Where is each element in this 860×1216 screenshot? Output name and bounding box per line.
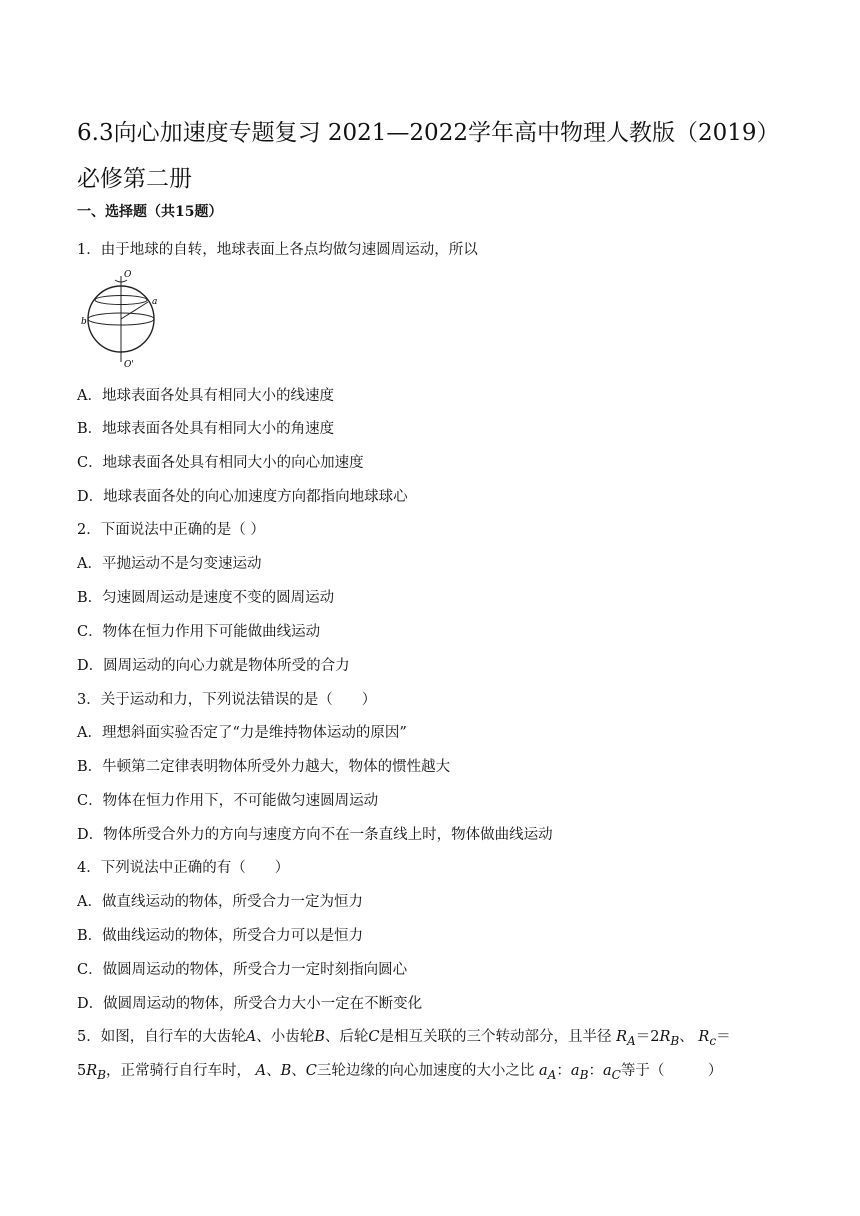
question-1-option-c: C．地球表面各处具有相同大小的向心加速度	[77, 455, 364, 471]
question-4-option-c: C．做圆周运动的物体，所受合力一定时刻指向圆心	[77, 962, 408, 978]
question-1-option-d: D．地球表面各处的向心加速度方向都指向地球球心	[77, 489, 408, 505]
question-4-option-a: A．做直线运动的物体，所受合力一定为恒力	[77, 894, 363, 910]
question-5-stem-line-2: $5R_B$，正常骑行自行车时， A、B、C三轮边缘的向心加速度的大小之比 $a_A$：$a_B$：$a_C$等于（ ）	[77, 1063, 723, 1082]
question-2-option-a: A．平抛运动不是匀变速运动	[77, 556, 262, 572]
question-2-option-d: D．圆周运动的向心力就是物体所受的合力	[77, 658, 350, 674]
question-4-option-d: D．做圆周运动的物体，所受合力大小一定在不断变化	[77, 996, 423, 1012]
question-1-option-b: B．地球表面各处具有相同大小的角速度	[77, 421, 335, 437]
question-3-option-b: B．牛顿第二定律表明物体所受外力越大，物体的惯性越大	[77, 759, 451, 775]
question-4-stem: 4．下列说法中正确的有（ ）	[77, 860, 290, 876]
question-2-option-b: B．匀速圆周运动是速度不变的圆周运动	[77, 590, 335, 606]
question-3-option-d: D．物体所受合外力的方向与速度方向不在一条直线上时，物体做曲线运动	[77, 827, 553, 843]
question-3-option-a: A．理想斜面实验否定了“力是维持物体运动的原因”	[77, 725, 407, 741]
document-title: 6.3向心加速度专题复习 2021—2022学年高中物理人教版（2019）必修第二册	[77, 120, 780, 192]
earth-rotation-figure	[80, 266, 162, 370]
figure-label-bottom: O'	[124, 360, 134, 370]
section-heading: 一、选择题（共15题）	[77, 204, 223, 220]
figure-label-top: O	[124, 270, 132, 280]
question-3-option-c: C．物体在恒力作用下，不可能做匀速圆周运动	[77, 793, 379, 809]
figure-label-left: b	[81, 317, 87, 327]
question-2-option-c: C．物体在恒力作用下可能做曲线运动	[77, 624, 321, 640]
question-2-stem: 2．下面说法中正确的是（ ）	[77, 522, 265, 538]
question-4-option-b: B．做曲线运动的物体，所受合力可以是恒力	[77, 928, 364, 944]
question-1-option-a: A．地球表面各处具有相同大小的线速度	[77, 388, 334, 404]
figure-label-right: a	[152, 297, 158, 307]
question-3-stem: 3．关于运动和力，下列说法错误的是（ ）	[77, 692, 377, 708]
question-1-stem: 1．由于地球的自转，地球表面上各点均做匀速圆周运动，所以	[77, 242, 478, 258]
question-5-stem-line-1: 5．如图，自行车的大齿轮A、小齿轮B、后轮C是相互关联的三个转动部分，且半径 $R_A=2R_B$、 $R_c=$	[77, 1029, 731, 1048]
